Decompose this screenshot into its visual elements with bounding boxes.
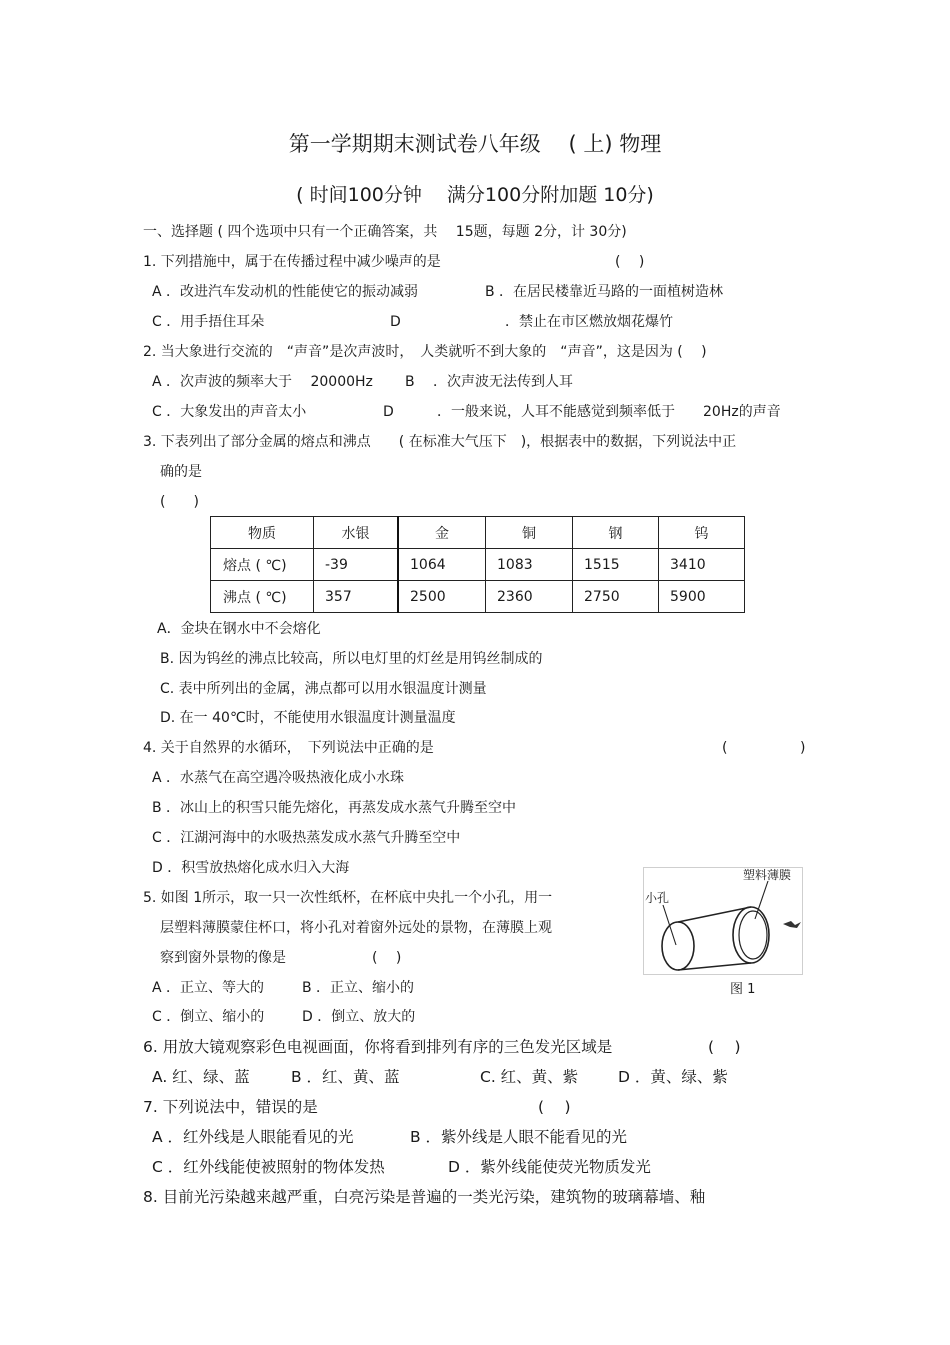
q1-option-a: A ．改进汽车发动机的性能使它的振动减弱 [152,284,419,300]
q6-answer-paren: ( ) [708,1038,741,1056]
q4-option-b: B ．冰山上的积雪只能先熔化，再蒸发成水蒸气升腾至空中 [152,800,517,816]
q4-stem: 4. 关于自然界的水循环， 下列说法中正确的是 [143,740,434,756]
q5-option-b: B ．正立、缩小的 [302,980,415,996]
q3-stem-cont: 确的是 [160,464,202,480]
table-header-cell: 水银 [314,517,399,549]
q5-answer-paren: ( ) [372,950,402,966]
q3-option-b: B. 因为钨丝的沸点比较高，所以电灯里的灯丝是用钨丝制成的 [160,651,543,667]
table-cell: 357 [314,581,399,613]
q2-stem: 2. 当大象进行交流的 “声音”是次声波时， 人类就听不到大象的 “声音”，这是因为 ( ) [143,344,707,360]
q7-option-a: A ．红外线是人眼能看见的光 [152,1128,354,1146]
table-cell: 1064 [398,549,486,581]
q1-option-d: ．禁止在市区燃放烟花爆竹 [505,314,673,330]
q6-option-c: C. 红、黄、紫 [480,1068,579,1086]
q5-option-c: C ．倒立、缩小的 [152,1009,265,1025]
table-header-cell: 物质 [211,517,314,549]
fig-label-film: 塑料薄膜 [743,868,792,882]
q4-option-a: A ．水蒸气在高空遇冷吸热液化成小水珠 [152,770,405,786]
q4-paren-right: ) [800,740,806,756]
q8-stem: 8. 目前光污染越来越严重，白亮污染是普遍的一类光污染，建筑物的玻璃幕墙、釉 [143,1188,706,1206]
q2-option-c: C ．大象发出的声音太小 [152,404,307,420]
table-header-cell: 钢 [573,517,659,549]
table-cell: 2750 [573,581,659,613]
q7-option-b: B ．紫外线是人眼不能看见的光 [410,1128,628,1146]
q3-option-d: D. 在一 40℃时，不能使用水银温度计测量温度 [160,710,456,726]
q6-stem: 6. 用放大镜观察彩色电视画面，你将看到排列有序的三色发光区域是 [143,1038,613,1056]
q2-option-d-letter: D [383,404,394,420]
q5-stem-line3: 察到窗外景物的像是 [160,950,286,966]
fig-label-hole: 小孔 [645,891,670,905]
q5-stem-line1: 5. 如图 1所示，取一只一次性纸杯，在杯底中央扎一个小孔，用一 [143,890,553,906]
table-cell: 熔点 ( ℃) [211,549,314,581]
q7-option-d: D ．紫外线能使荧光物质发光 [448,1158,651,1176]
q6-option-d: D ．黄、绿、紫 [618,1068,728,1086]
table-cell: 沸点 ( ℃) [211,581,314,613]
table-row [211,549,745,581]
q7-option-c: C ．红外线能使被照射的物体发热 [152,1158,385,1176]
table-cell: 1515 [573,549,659,581]
q2-option-d: ．一般来说，人耳不能感觉到频率低于 20Hz的声音 [437,404,781,420]
q1-answer-paren: ( ) [615,254,645,270]
q3-stem: 3. 下表列出了部分金属的熔点和沸点 ( 在标准大气压下 )，根据表中的数据，下列说法中正 [143,434,737,450]
table-cell: -39 [314,549,399,581]
q3-option-c: C. 表中所列出的金属，沸点都可以用水银温度计测量 [160,681,487,697]
table-cell: 3410 [659,549,745,581]
exam-title: 第一学期期末测试卷八年级 ( 上) 物理 [288,132,662,156]
table-header-row [211,517,745,549]
melting-boiling-table [210,516,745,613]
q7-answer-paren: ( ) [538,1098,571,1116]
q1-option-b: B ．在居民楼靠近马路的一面植树造林 [485,284,724,300]
q4-option-c: C ．江湖河海中的水吸热蒸发成水蒸气升腾至空中 [152,830,461,846]
q1-option-d-letter: D [390,314,401,330]
exam-subtitle: ( 时间100分钟 满分100分附加题 10分) [296,184,654,206]
q5-option-a: A ．正立、等大的 [152,980,265,996]
table-cell: 2360 [486,581,573,613]
table-cell: 2500 [398,581,486,613]
q3-answer-paren: ( ) [160,494,199,510]
q6-option-a: A. 红、绿、蓝 [152,1068,250,1086]
q1-stem: 1. 下列措施中，属于在传播过程中减少噪声的是 [143,254,441,270]
q4-paren-left: ( [722,740,728,756]
table-cell: 1083 [486,549,573,581]
q2-option-b: B ．次声波无法传到人耳 [405,374,574,390]
table-header-cell: 铜 [486,517,573,549]
q3-option-a: A．金块在钢水中不会熔化 [157,621,321,637]
table-row [211,581,745,613]
pinhole-cup-figure [643,867,803,975]
q1-option-c: C ．用手捂住耳朵 [152,314,265,330]
table-header-cell: 钨 [659,517,745,549]
table-header-cell: 金 [398,517,486,549]
q5-stem-line2: 层塑料薄膜蒙住杯口，将小孔对着窗外远处的景物，在薄膜上观 [160,920,552,936]
table-cell: 5900 [659,581,745,613]
q5-option-d: D ．倒立、放大的 [302,1009,416,1025]
q7-stem: 7. 下列说法中，错误的是 [143,1098,318,1116]
figure-caption: 图 1 [730,982,756,997]
q4-option-d: D ．积雪放热熔化成水归入大海 [152,860,350,876]
q6-option-b: B ．红、黄、蓝 [291,1068,400,1086]
q2-option-a: A ．次声波的频率大于 20000Hz [152,374,373,390]
section-heading: 一、选择题 ( 四个选项中只有一个正确答案，共 15题，每题 2分，计 30分) [143,224,627,240]
